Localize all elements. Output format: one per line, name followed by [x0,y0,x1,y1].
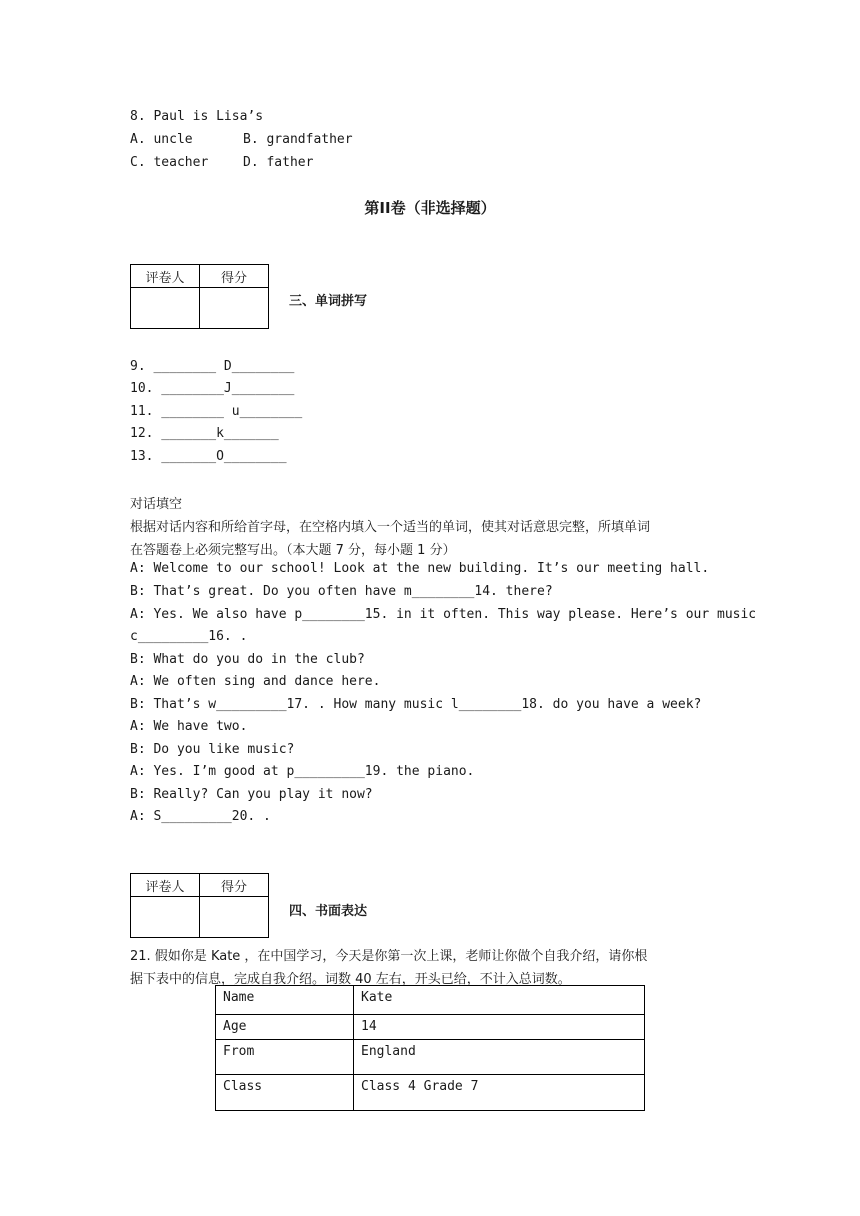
grader-cell[interactable] [131,897,200,938]
writing-prompt-2: 据下表中的信息，完成自我介绍。词数 40 左右，开头已给，不计入总词数。 [130,972,571,987]
writing-prompt-1: 21. 假如你是 Kate ，在中国学习，今天是你第一次上课，老师让你做个自我介绍，请你根 [130,949,648,964]
dialogue-instruction-2: 在答题卷上必须完整写出。（本大题 7 分，每小题 1 分） [130,543,456,558]
score-header: 得分 [200,265,269,288]
info-value: England [354,1040,645,1075]
grader-cell[interactable] [131,288,200,329]
option-b: B. grandfather [243,132,353,147]
spelling-item-12: 12. _______k_______ [130,426,279,441]
score-header: 得分 [200,874,269,897]
info-value: Class 4 Grade 7 [354,1075,645,1111]
section-3-title: 三、单词拼写 [289,294,368,309]
option-d: D. father [243,155,314,170]
score-cell[interactable] [200,897,269,938]
spelling-item-10: 10. ________J________ [130,381,295,396]
table-row [216,1075,645,1111]
dialogue-line: A: Welcome to our school! Look at the new building. It’s our meeting hall. [130,561,710,576]
dialogue-line: A: Yes. I’m good at p_________19. the piano. [130,764,475,779]
dialogue-line: A: S_________20. . [130,809,271,824]
dialogue-line: B: Really? Can you play it now? [130,787,373,802]
score-box-section-4 [130,873,269,938]
spelling-item-9: 9. ________ D________ [130,359,295,374]
info-key: Name [216,986,354,1015]
dialogue-line: B: What do you do in the club? [130,652,365,667]
dialogue-line: B: That’s w_________17. . How many music l________18. do you have a week? [130,697,702,712]
info-value: Kate [354,986,645,1015]
table-row [216,1040,645,1075]
score-cell[interactable] [200,288,269,329]
table-row [216,986,645,1015]
grader-header: 评卷人 [131,874,200,897]
question-8-stem: 8. Paul is Lisa’s [130,109,264,124]
info-value: 14 [354,1015,645,1040]
option-a: A. uncle [130,132,193,147]
section-4-title: 四、书面表达 [289,904,368,919]
info-key: Age [216,1015,354,1040]
dialogue-line: B: That’s great. Do you often have m________14. there? [130,584,553,599]
dialogue-line: c_________16. . [130,629,248,644]
dialogue-heading: 对话填空 [130,497,183,512]
spelling-item-11: 11. ________ u________ [130,404,303,419]
spelling-item-13: 13. _______O________ [130,449,287,464]
info-key: Class [216,1075,354,1111]
dialogue-line: B: Do you like music? [130,742,295,757]
grader-header: 评卷人 [131,265,200,288]
option-c: C. teacher [130,155,209,170]
dialogue-line: A: We often sing and dance here. [130,674,381,689]
dialogue-line: A: We have two. [130,719,248,734]
dialogue-instruction-1: 根据对话内容和所给首字母，在空格内填入一个适当的单词，使其对话意思完整，所填单词 [130,520,651,535]
dialogue-line: A: Yes. We also have p________15. in it often. This way please. Here’s our music [130,607,757,622]
table-row [216,1015,645,1040]
part-2-title: 第II卷（非选择题） [364,199,496,217]
score-box-section-3 [130,264,269,329]
info-key: From [216,1040,354,1075]
info-table [215,985,645,1111]
